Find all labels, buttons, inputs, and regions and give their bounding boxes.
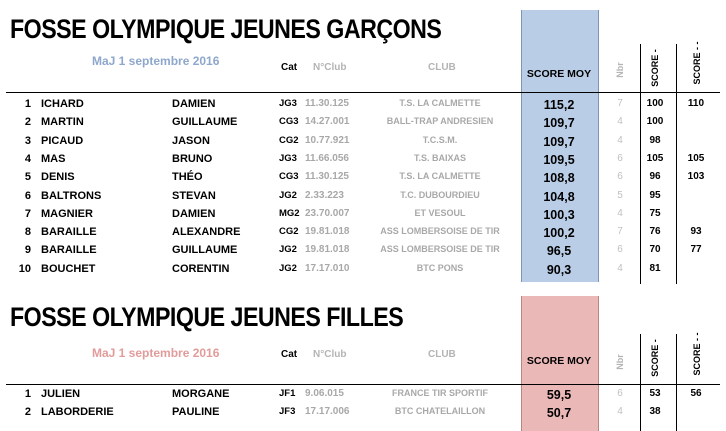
count-cell: 5: [617, 189, 623, 201]
table-row: [0, 188, 726, 206]
average-score-cell: 100,2: [543, 226, 575, 241]
first-name-cell: STEVAN: [172, 189, 216, 202]
average-score-cell: 109,7: [543, 116, 575, 131]
rank-cell: 7: [24, 207, 31, 220]
last-name-cell: JULIEN: [41, 388, 81, 400]
category-cell: JG3: [279, 98, 297, 109]
header-nbr: Nbr: [615, 354, 625, 370]
score-1-cell: 96: [649, 171, 661, 183]
average-score-cell: 108,8: [543, 171, 575, 186]
club-name-cell: ASS LOMBERSOISE DE TIR: [380, 226, 500, 237]
club-number-cell: 11.30.125: [305, 171, 349, 183]
header-cat: Cat: [281, 62, 298, 73]
club-number-cell: 19.81.018: [305, 244, 350, 256]
club-number-cell: 11.30.125: [305, 98, 349, 109]
category-cell: CG2: [279, 134, 299, 146]
club-number-cell: 17.17.010: [305, 262, 350, 274]
average-score-cell: 104,8: [543, 189, 575, 204]
first-name-cell: GUILLAUME: [172, 116, 238, 129]
count-cell: 6: [617, 171, 623, 183]
count-cell: 7: [617, 98, 623, 109]
count-cell: 4: [617, 406, 623, 418]
score-1-cell: 53: [649, 388, 661, 399]
header-divider: [6, 384, 720, 385]
club-name-cell: T.C. DUBOURDIEU: [400, 189, 480, 200]
last-name-cell: MAGNIER: [41, 207, 93, 220]
header-score-moy: SCORE MOY: [526, 68, 592, 80]
average-score-cell: 115,2: [543, 98, 575, 112]
count-cell: 6: [617, 388, 623, 399]
category-cell: JG2: [279, 244, 297, 256]
table-row: [0, 151, 726, 169]
first-name-cell: JASON: [172, 134, 210, 147]
last-name-cell: MARTIN: [41, 116, 84, 129]
last-name-cell: BALTRONS: [41, 189, 102, 202]
first-name-cell: THÉO: [172, 171, 203, 184]
club-number-cell: 23.70.007: [305, 207, 350, 219]
first-name-cell: MORGANE: [172, 388, 230, 400]
club-name-cell: FRANCE TIR SPORTIF: [392, 388, 488, 398]
rank-cell: 1: [24, 98, 31, 110]
club-name-cell: T.S. LA CALMETTE: [399, 98, 481, 108]
club-number-cell: 14.27.001: [305, 116, 350, 128]
score-1-cell: 95: [649, 189, 661, 201]
count-cell: 4: [617, 207, 623, 219]
category-cell: CG2: [279, 226, 299, 238]
header-club: CLUB: [428, 62, 456, 73]
club-name-cell: BTC CHATELAILLON: [394, 406, 486, 417]
score-2-cell: 93: [690, 226, 702, 238]
average-score-cell: 109,7: [543, 134, 575, 149]
section-title: FOSSE OLYMPIQUE JEUNES FILLES: [10, 302, 404, 332]
average-score-cell: 59,5: [546, 388, 572, 402]
last-name-cell: LABORDERIE: [41, 406, 114, 419]
score-2-cell: 105: [687, 152, 705, 164]
table-row: [0, 114, 726, 132]
score-2-cell: 77: [690, 244, 702, 256]
girls-ranking-section: [0, 296, 726, 431]
rank-cell: 10: [18, 262, 31, 275]
first-name-cell: ALEXANDRE: [172, 226, 241, 239]
category-cell: MG2: [279, 207, 300, 219]
header-score-moy: SCORE MOY: [526, 355, 592, 367]
category-cell: JG2: [279, 189, 297, 201]
rank-cell: 2: [24, 116, 31, 129]
count-cell: 4: [617, 134, 623, 146]
rank-cell: 6: [24, 189, 31, 202]
average-score-cell: 50,7: [546, 406, 572, 421]
score-2-cell: 110: [687, 98, 705, 109]
club-number-cell: 9.06.015: [305, 388, 344, 399]
header-club: CLUB: [428, 349, 456, 360]
rank-cell: 8: [24, 226, 31, 239]
last-name-cell: BOUCHET: [41, 262, 96, 275]
score-1-cell: 81: [649, 262, 661, 274]
header-score-2: SCORE - -: [692, 332, 702, 376]
average-score-cell: 109,5: [543, 152, 575, 167]
average-score-cell: 100,3: [543, 207, 575, 222]
table-row: [0, 206, 726, 224]
score-1-cell: 70: [649, 244, 661, 256]
table-row: [0, 224, 726, 242]
club-number-cell: 19.81.018: [305, 226, 350, 238]
table-row: [0, 96, 726, 114]
score-1-cell: 38: [649, 406, 661, 418]
first-name-cell: DAMIEN: [172, 98, 216, 110]
average-score-cell: 96,5: [546, 244, 572, 259]
last-name-cell: DENIS: [41, 171, 75, 184]
header-divider: [6, 92, 720, 93]
rank-cell: 9: [24, 244, 31, 257]
last-name-cell: MAS: [41, 152, 66, 165]
club-number-cell: 10.77.921: [305, 134, 350, 146]
rank-cell: 4: [24, 152, 31, 165]
club-number-cell: 11.66.056: [305, 152, 349, 164]
category-cell: JF3: [279, 406, 296, 418]
count-cell: 4: [617, 262, 623, 274]
table-row: [0, 386, 726, 404]
score-1-cell: 76: [649, 226, 661, 238]
count-cell: 6: [617, 244, 623, 256]
table-row: [0, 169, 726, 187]
score-1-cell: 105: [646, 152, 664, 164]
count-cell: 4: [617, 116, 623, 128]
first-name-cell: GUILLAUME: [172, 244, 238, 257]
header-nbr: Nbr: [615, 62, 625, 78]
score-1-cell: 100: [646, 116, 664, 128]
rank-cell: 2: [24, 406, 31, 419]
club-name-cell: T.C.S.M.: [422, 134, 458, 145]
score-1-cell: 75: [649, 207, 661, 219]
club-number-cell: 17.17.006: [305, 406, 350, 418]
update-date: MaJ 1 septembre 2016: [92, 346, 220, 360]
first-name-cell: PAULINE: [172, 406, 220, 419]
club-name-cell: BTC PONS: [416, 262, 464, 273]
score-2-cell: 56: [690, 388, 702, 399]
count-cell: 6: [617, 152, 623, 164]
last-name-cell: BARAILLE: [41, 244, 97, 257]
rank-cell: 5: [24, 171, 31, 184]
category-cell: JG2: [279, 262, 297, 274]
header-club-number: N°Club: [313, 62, 347, 73]
club-name-cell: T.S. BAIXAS: [413, 152, 466, 163]
table-row: [0, 404, 726, 422]
header-score-2: SCORE - -: [692, 41, 702, 85]
category-cell: JG3: [279, 152, 297, 164]
last-name-cell: ICHARD: [41, 98, 84, 110]
club-number-cell: 2.33.223: [305, 189, 344, 201]
header-cat: Cat: [281, 349, 298, 360]
first-name-cell: CORENTIN: [172, 262, 230, 275]
rank-cell: 3: [24, 134, 31, 147]
first-name-cell: BRUNO: [172, 152, 213, 165]
category-cell: CG3: [279, 116, 299, 128]
club-name-cell: T.S. LA CALMETTE: [399, 171, 481, 182]
update-date: MaJ 1 septembre 2016: [92, 54, 220, 68]
club-name-cell: ET VESOUL: [414, 207, 466, 218]
section-title: FOSSE OLYMPIQUE JEUNES GARÇONS: [10, 14, 442, 44]
header-club-number: N°Club: [313, 349, 347, 360]
club-name-cell: ASS LOMBERSOISE DE TIR: [380, 244, 500, 255]
score-2-cell: 103: [687, 171, 705, 183]
count-cell: 7: [617, 226, 623, 238]
table-row: [0, 133, 726, 151]
club-name-cell: BALL-TRAP ANDRESIEN: [386, 116, 494, 127]
header-score-1: SCORE -: [650, 339, 660, 377]
average-score-cell: 90,3: [546, 262, 572, 277]
category-cell: CG3: [279, 171, 299, 183]
last-name-cell: BARAILLE: [41, 226, 97, 239]
score-1-cell: 100: [646, 98, 664, 109]
table-row: [0, 242, 726, 260]
score-1-cell: 98: [649, 134, 661, 146]
category-cell: JF1: [279, 388, 296, 399]
table-row: [0, 261, 726, 279]
first-name-cell: DAMIEN: [172, 207, 216, 220]
last-name-cell: PICAUD: [41, 134, 84, 147]
header-score-1: SCORE -: [650, 49, 660, 87]
rank-cell: 1: [24, 388, 31, 400]
